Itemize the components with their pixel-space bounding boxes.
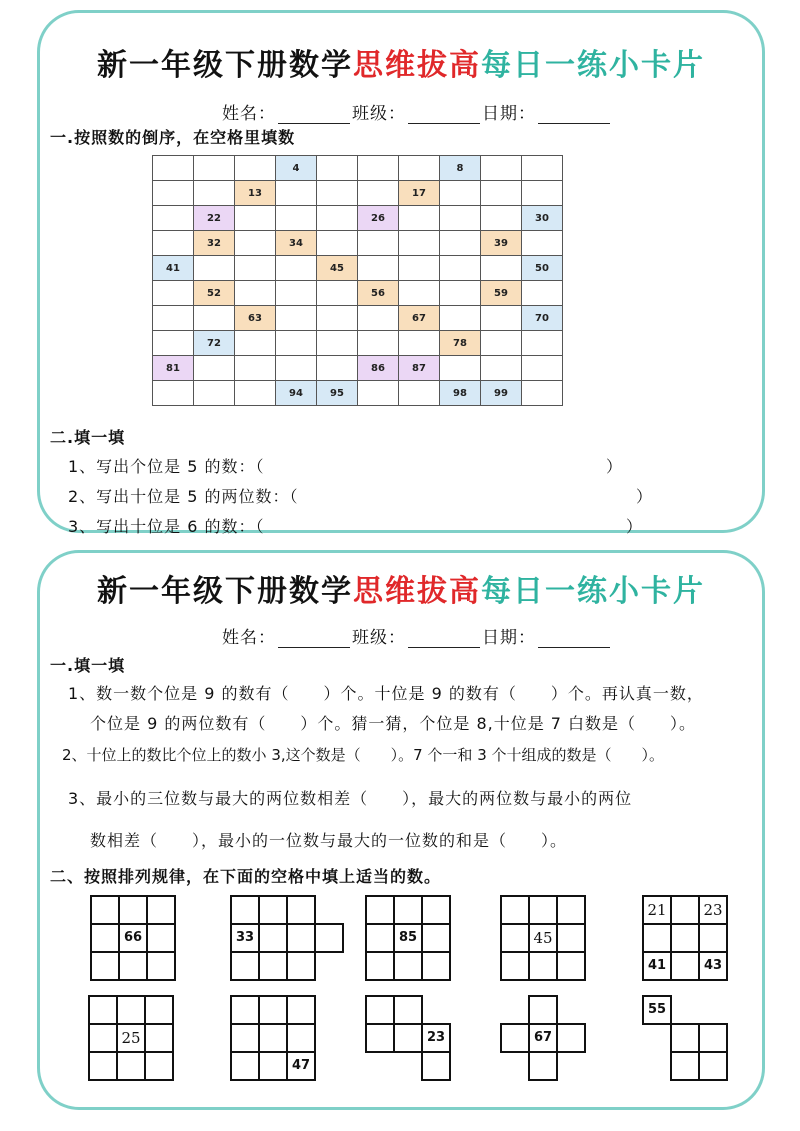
grid-cell-blank[interactable]: [399, 281, 440, 306]
grid-cell-blank[interactable]: [235, 256, 276, 281]
question-3: 3、写出十位是 6 的数：（: [68, 517, 265, 536]
pattern-cell-blank[interactable]: [393, 995, 423, 1025]
grid-row: [153, 381, 563, 406]
pattern-cell-blank[interactable]: [556, 923, 586, 953]
grid-cell-blank[interactable]: [153, 231, 194, 256]
pattern-cell-blank[interactable]: [670, 1051, 700, 1081]
pattern-cell-given: 85: [393, 923, 423, 953]
grid-cell-blank[interactable]: [153, 206, 194, 231]
grid-cell-blank[interactable]: [522, 281, 563, 306]
title-part-1: 新一年级下册数学: [97, 574, 353, 609]
grid-cell-blank[interactable]: [440, 306, 481, 331]
grid-cell-given: 59: [481, 281, 522, 306]
grid-cell-given: 94: [276, 381, 317, 406]
answer-close-paren: ）: [606, 457, 623, 476]
grid-row: [153, 356, 563, 381]
answer-close-paren: ）: [636, 487, 653, 506]
info-line: [222, 623, 612, 648]
grid-cell-blank[interactable]: [522, 156, 563, 181]
grid-cell-given: 22: [194, 206, 235, 231]
pattern-cell-blank[interactable]: [421, 951, 451, 981]
grid-cell-blank[interactable]: [235, 206, 276, 231]
grid-cell-blank[interactable]: [481, 206, 522, 231]
pattern-cell-given: 67: [528, 1023, 558, 1053]
pattern-cell-blank[interactable]: [365, 923, 395, 953]
answer-close-paren: ）: [626, 517, 643, 536]
pattern-cell-blank[interactable]: [528, 995, 558, 1025]
pattern-cell-given: 33: [230, 923, 260, 953]
grid-cell-blank[interactable]: [194, 181, 235, 206]
pattern-cell-blank[interactable]: [365, 1023, 395, 1053]
pattern-cell-blank[interactable]: [90, 951, 120, 981]
card-title: [40, 566, 762, 610]
number-grid: [152, 155, 563, 406]
grid-cell-given: 81: [153, 356, 194, 381]
grid-cell-blank[interactable]: [153, 306, 194, 331]
grid-cell-given: 41: [153, 256, 194, 281]
grid-cell-given: 99: [481, 381, 522, 406]
section-heading: 一.按照数的倒序，在空格里填数: [50, 128, 296, 147]
grid-cell-given: 17: [399, 181, 440, 206]
pattern-cell-blank[interactable]: [144, 1051, 174, 1081]
pattern-cell-blank[interactable]: [528, 1051, 558, 1081]
grid-cell-blank[interactable]: [276, 306, 317, 331]
grid-cell-blank[interactable]: [399, 156, 440, 181]
grid-row: [153, 206, 563, 231]
pattern-cell-blank[interactable]: [88, 995, 118, 1025]
pattern-cell-given: 23: [698, 895, 728, 925]
pattern-cell-blank[interactable]: [258, 923, 288, 953]
grid-cell-given: 50: [522, 256, 563, 281]
pattern-cell-blank[interactable]: [88, 1051, 118, 1081]
pattern-cell-given: 47: [286, 1051, 316, 1081]
grid-cell-blank[interactable]: [522, 381, 563, 406]
grid-cell-blank[interactable]: [317, 281, 358, 306]
pattern-cell-blank[interactable]: [698, 1023, 728, 1053]
grid-cell-blank[interactable]: [358, 381, 399, 406]
grid-cell-blank[interactable]: [317, 206, 358, 231]
grid-cell-blank[interactable]: [153, 331, 194, 356]
grid-row: [153, 256, 563, 281]
grid-cell-given: 45: [317, 256, 358, 281]
grid-cell-given: 8: [440, 156, 481, 181]
pattern-cell-blank[interactable]: [670, 951, 700, 981]
grid-cell-blank[interactable]: [194, 156, 235, 181]
grid-row: [153, 331, 563, 356]
section-heading: 一.填一填: [50, 656, 126, 675]
pattern-cell-blank[interactable]: [286, 1023, 316, 1053]
grid-row: [153, 231, 563, 256]
grid-cell-blank[interactable]: [153, 156, 194, 181]
class-field[interactable]: [408, 631, 480, 648]
title-part-1: 新一年级下册数学: [97, 48, 353, 83]
grid-cell-given: 39: [481, 231, 522, 256]
pattern-cell-blank[interactable]: [258, 995, 288, 1025]
pattern-cell-blank[interactable]: [230, 1023, 260, 1053]
pattern-cell-blank[interactable]: [258, 895, 288, 925]
grid-cell-given: 34: [276, 231, 317, 256]
grid-cell-blank[interactable]: [399, 381, 440, 406]
pattern-cell-blank[interactable]: [116, 995, 146, 1025]
grid-cell-given: 70: [522, 306, 563, 331]
grid-cell-blank[interactable]: [235, 231, 276, 256]
question-line-2: 个位是 9 的两位数有（ ）个。猜一猜，个位是 8,十位是 7 白数是（ ）。: [90, 714, 697, 733]
pattern-cell-blank[interactable]: [230, 1051, 260, 1081]
grid-cell-blank[interactable]: [522, 231, 563, 256]
pattern-cell-blank[interactable]: [118, 951, 148, 981]
section-heading: 二、按照排列规律，在下面的空格中填上适当的数。: [50, 867, 442, 886]
question-1: 1、写出个位是 5 的数：（: [68, 457, 265, 476]
grid-cell-blank[interactable]: [276, 281, 317, 306]
grid-cell-blank[interactable]: [399, 206, 440, 231]
grid-cell-blank[interactable]: [440, 206, 481, 231]
grid-cell-blank[interactable]: [358, 331, 399, 356]
grid-cell-blank[interactable]: [522, 331, 563, 356]
grid-row: [153, 156, 563, 181]
pattern-cell-blank[interactable]: [146, 923, 176, 953]
grid-cell-blank[interactable]: [194, 256, 235, 281]
title-part-2: 思维拔高: [353, 574, 481, 609]
grid-row: [153, 281, 563, 306]
grid-cell-blank[interactable]: [481, 331, 522, 356]
pattern-cell-given: 21: [642, 895, 672, 925]
grid-cell-given: 26: [358, 206, 399, 231]
pattern-cell-blank[interactable]: [90, 923, 120, 953]
grid-cell-blank[interactable]: [276, 356, 317, 381]
grid-cell-blank[interactable]: [317, 181, 358, 206]
pattern-cell-blank[interactable]: [258, 1051, 288, 1081]
pattern-cell-blank[interactable]: [500, 1023, 530, 1053]
grid-cell-blank[interactable]: [235, 381, 276, 406]
pattern-cell-blank[interactable]: [286, 895, 316, 925]
pattern-cell-blank[interactable]: [556, 1023, 586, 1053]
pattern-cell-blank[interactable]: [258, 1023, 288, 1053]
pattern-cell-blank[interactable]: [144, 995, 174, 1025]
grid-cell-blank[interactable]: [317, 306, 358, 331]
card-title: [40, 40, 762, 84]
pattern-cell-blank[interactable]: [500, 923, 530, 953]
grid-cell-given: 67: [399, 306, 440, 331]
grid-cell-blank[interactable]: [153, 381, 194, 406]
title-part-2: 思维拔高: [353, 48, 481, 83]
pattern-cell-given: 43: [698, 951, 728, 981]
grid-cell-blank[interactable]: [358, 256, 399, 281]
grid-cell-blank[interactable]: [194, 356, 235, 381]
pattern-cell-blank[interactable]: [421, 923, 451, 953]
pattern-cell-blank[interactable]: [116, 1051, 146, 1081]
name-label: 姓名：: [222, 104, 276, 124]
section-heading: 二.填一填: [50, 428, 126, 447]
pattern-cell-blank[interactable]: [528, 951, 558, 981]
grid-cell-blank[interactable]: [317, 331, 358, 356]
question-2: 2、写出十位是 5 的两位数：（: [68, 487, 299, 506]
pattern-cell-blank[interactable]: [146, 895, 176, 925]
grid-cell-blank[interactable]: [235, 156, 276, 181]
grid-cell-given: 63: [235, 306, 276, 331]
pattern-cell-given: 45: [528, 923, 558, 953]
grid-cell-given: 95: [317, 381, 358, 406]
grid-cell-blank[interactable]: [235, 356, 276, 381]
pattern-cell-blank[interactable]: [230, 951, 260, 981]
info-line: [222, 99, 612, 124]
pattern-cell-blank[interactable]: [698, 923, 728, 953]
pattern-cell-blank[interactable]: [642, 923, 672, 953]
pattern-cell-blank[interactable]: [393, 951, 423, 981]
grid-cell-given: 56: [358, 281, 399, 306]
pattern-cell-blank[interactable]: [286, 923, 316, 953]
grid-cell-blank[interactable]: [194, 306, 235, 331]
grid-cell-given: 87: [399, 356, 440, 381]
date-field[interactable]: [538, 107, 610, 124]
grid-cell-blank[interactable]: [440, 256, 481, 281]
pattern-cell-blank[interactable]: [698, 1051, 728, 1081]
pattern-cell-blank[interactable]: [90, 895, 120, 925]
date-label: 日期：: [482, 104, 536, 124]
grid-cell-blank[interactable]: [235, 331, 276, 356]
pattern-cell-blank[interactable]: [118, 895, 148, 925]
grid-cell-blank[interactable]: [358, 156, 399, 181]
grid-cell-blank[interactable]: [399, 331, 440, 356]
pattern-cell-blank[interactable]: [528, 895, 558, 925]
pattern-cell-given: 66: [118, 923, 148, 953]
pattern-cell-blank[interactable]: [556, 951, 586, 981]
pattern-cell-blank[interactable]: [365, 951, 395, 981]
question-line-4: 3、最小的三位数与最大的两位数相差（ ），最大的两位数与最小的两位: [68, 789, 633, 808]
class-label: 班级：: [352, 104, 406, 124]
grid-cell-blank[interactable]: [481, 306, 522, 331]
pattern-cell-blank[interactable]: [500, 951, 530, 981]
pattern-cell-blank[interactable]: [393, 895, 423, 925]
grid-cell-blank[interactable]: [399, 231, 440, 256]
grid-cell-given: 52: [194, 281, 235, 306]
grid-cell-blank[interactable]: [399, 256, 440, 281]
grid-cell-blank[interactable]: [235, 281, 276, 306]
grid-cell-blank[interactable]: [481, 181, 522, 206]
pattern-cell-blank[interactable]: [365, 995, 395, 1025]
pattern-cell-given: 25: [116, 1023, 146, 1053]
grid-cell-given: 32: [194, 231, 235, 256]
title-part-3: 每日一练小卡片: [481, 574, 705, 609]
grid-cell-blank[interactable]: [317, 156, 358, 181]
grid-cell-blank[interactable]: [276, 256, 317, 281]
pattern-cell-blank[interactable]: [146, 951, 176, 981]
name-field[interactable]: [278, 107, 350, 124]
grid-cell-given: 86: [358, 356, 399, 381]
grid-row: [153, 181, 563, 206]
grid-cell-blank[interactable]: [153, 181, 194, 206]
grid-cell-blank[interactable]: [276, 206, 317, 231]
grid-cell-blank[interactable]: [153, 281, 194, 306]
pattern-cell-blank[interactable]: [258, 951, 288, 981]
grid-cell-blank[interactable]: [481, 156, 522, 181]
class-label: 班级：: [352, 628, 406, 648]
grid-cell-given: 4: [276, 156, 317, 181]
grid-cell-blank[interactable]: [440, 356, 481, 381]
grid-cell-blank[interactable]: [481, 356, 522, 381]
pattern-cell-blank[interactable]: [314, 923, 344, 953]
date-label: 日期：: [482, 628, 536, 648]
grid-cell-given: 72: [194, 331, 235, 356]
pattern-cell-blank[interactable]: [144, 1023, 174, 1053]
grid-cell-given: 78: [440, 331, 481, 356]
title-part-3: 每日一练小卡片: [481, 48, 705, 83]
question-line-3: 2、十位上的数比个位上的数小 3,这个数是（ ）。7 个一和 3 个十组成的数是（ ）。: [62, 746, 665, 764]
pattern-cell-blank[interactable]: [670, 923, 700, 953]
pattern-cell-blank[interactable]: [393, 1023, 423, 1053]
grid-cell-blank[interactable]: [194, 381, 235, 406]
grid-cell-blank[interactable]: [522, 356, 563, 381]
pattern-cell-blank[interactable]: [230, 995, 260, 1025]
grid-cell-blank[interactable]: [358, 306, 399, 331]
grid-cell-blank[interactable]: [276, 181, 317, 206]
grid-cell-blank[interactable]: [317, 356, 358, 381]
pattern-cell-given: 23: [421, 1023, 451, 1053]
pattern-cell-given: 41: [642, 951, 672, 981]
pattern-cell-blank[interactable]: [670, 1023, 700, 1053]
date-field[interactable]: [538, 631, 610, 648]
grid-cell-blank[interactable]: [317, 231, 358, 256]
grid-cell-blank[interactable]: [440, 231, 481, 256]
grid-cell-given: 98: [440, 381, 481, 406]
class-field[interactable]: [408, 107, 480, 124]
question-line-1: 1、数一数个位是 9 的数有（ ）个。十位是 9 的数有（ ）个。再认真一数，: [68, 684, 704, 703]
name-field[interactable]: [278, 631, 350, 648]
pattern-cell-blank[interactable]: [88, 1023, 118, 1053]
grid-cell-blank[interactable]: [276, 331, 317, 356]
pattern-cell-blank[interactable]: [230, 895, 260, 925]
pattern-cell-blank[interactable]: [286, 995, 316, 1025]
name-label: 姓名：: [222, 628, 276, 648]
pattern-cell-blank[interactable]: [421, 895, 451, 925]
pattern-cell-blank[interactable]: [421, 1051, 451, 1081]
pattern-cell-blank[interactable]: [670, 895, 700, 925]
grid-cell-given: 30: [522, 206, 563, 231]
grid-cell-given: 13: [235, 181, 276, 206]
question-line-5: 数相差（ ），最小的一位数与最大的一位数的和是（ ）。: [90, 831, 568, 850]
grid-cell-blank[interactable]: [358, 181, 399, 206]
grid-cell-blank[interactable]: [358, 231, 399, 256]
pattern-cell-blank[interactable]: [556, 895, 586, 925]
pattern-cell-blank[interactable]: [500, 895, 530, 925]
grid-cell-blank[interactable]: [440, 281, 481, 306]
grid-cell-blank[interactable]: [440, 181, 481, 206]
grid-cell-blank[interactable]: [481, 256, 522, 281]
grid-cell-blank[interactable]: [522, 181, 563, 206]
grid-row: [153, 306, 563, 331]
pattern-cell-given: 55: [642, 995, 672, 1025]
pattern-cell-blank[interactable]: [365, 895, 395, 925]
pattern-cell-blank[interactable]: [286, 951, 316, 981]
